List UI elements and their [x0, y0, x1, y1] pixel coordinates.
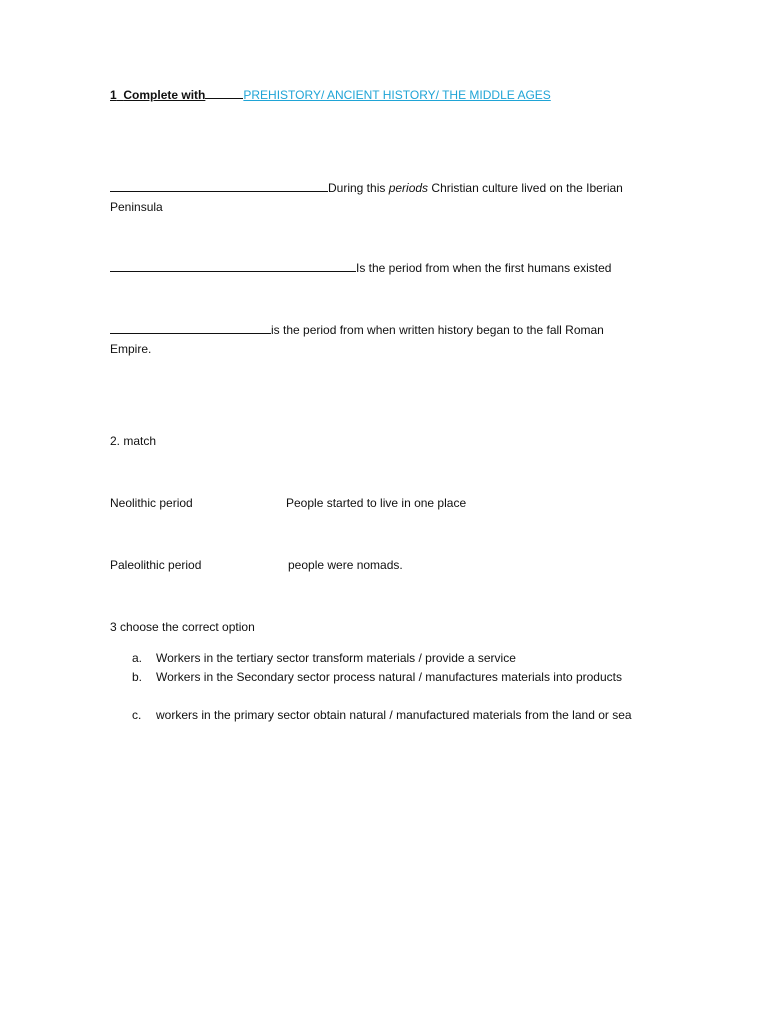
fill-in-blank-2[interactable] — [110, 260, 356, 272]
q3-heading: 3 choose the correct option — [110, 620, 255, 634]
q1-item-1 — [110, 180, 623, 196]
q3-option-b-text: Workers in the Secondary sector process natural / manufactures materials into products — [156, 670, 622, 684]
q1-options-link[interactable]: PREHISTORY/ ANCIENT HISTORY/ THE MIDDLE AGES — [243, 88, 551, 102]
match-row-2 — [110, 557, 201, 573]
q1-item-3-continuation: Empire. — [110, 342, 152, 356]
q2-heading: 2. match — [110, 434, 157, 448]
match-right-1[interactable]: People started to live in one place — [286, 496, 467, 510]
q1-heading — [110, 86, 551, 103]
q1-item-3-text: is the period from when written history began to the fall Roman — [271, 323, 604, 337]
q1-item-1-text-b: Christian culture lived on the Iberian — [428, 181, 623, 195]
q3-option-b-marker: b. — [132, 670, 143, 684]
q3-option-a-marker: a. — [132, 651, 143, 665]
q1-item-1-italic: periods — [388, 181, 429, 195]
fill-in-blank-1[interactable] — [110, 180, 328, 192]
match-right-2[interactable]: people were nomads. — [288, 558, 403, 572]
fill-in-blank-3[interactable] — [110, 322, 271, 334]
q3-option-a-text: Workers in the tertiary sector transform materials / provide a service — [156, 651, 516, 665]
q1-item-3 — [110, 322, 604, 338]
q1-number: 1 Complete with — [110, 88, 206, 102]
q1-item-2-text: Is the period from when the first humans existed — [356, 261, 612, 275]
q1-item-2 — [110, 260, 611, 276]
q3-option-c-text: workers in the primary sector obtain natural / manufactured materials from the land or sea — [156, 708, 632, 722]
q1-item-1-continuation: Peninsula — [110, 200, 163, 214]
q1-item-1-text-a: During this — [328, 181, 389, 195]
match-left-2[interactable]: Paleolithic period — [110, 558, 202, 572]
q1-heading-blank — [205, 86, 243, 99]
match-row-1 — [110, 495, 193, 511]
q3-option-c-marker: c. — [132, 708, 142, 722]
match-left-1[interactable]: Neolithic period — [110, 496, 193, 510]
